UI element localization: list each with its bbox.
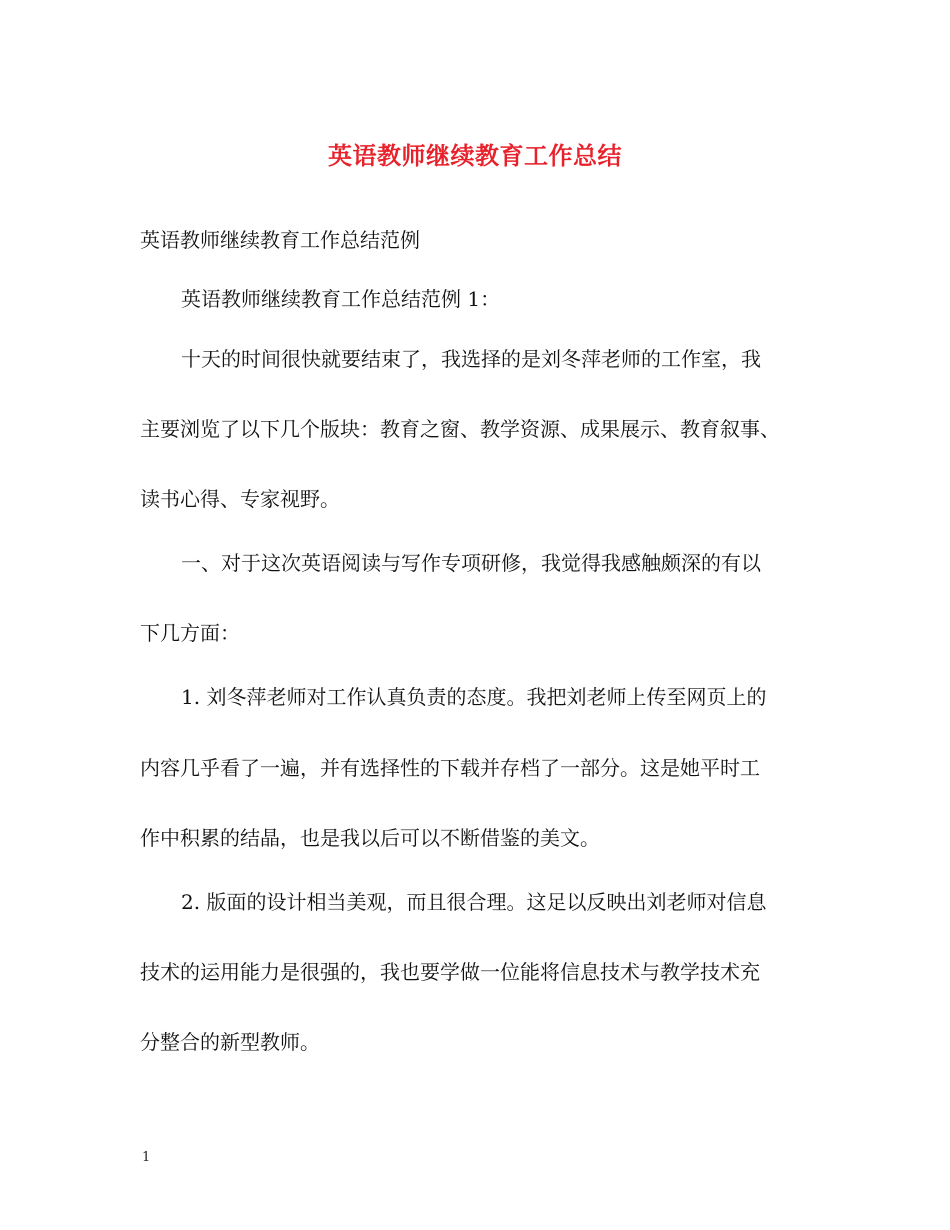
paragraph-4-line-3: 分整合的新型教师。: [140, 1030, 320, 1054]
paragraph-3-line-2: 内容几乎看了一遍，并有选择性的下载并存档了一部分。这是她平时工: [140, 756, 760, 780]
paragraph-3-line-1: 1. 刘冬萍老师对工作认真负责的态度。我把刘老师上传至网页上的: [181, 685, 767, 709]
paragraph-1-line-3: 读书心得、专家视野。: [140, 487, 340, 511]
page-number: 1: [142, 1150, 151, 1165]
paragraph-2-line-1: 一、对于这次英语阅读与写作专项研修，我觉得我感触颇深的有以: [181, 551, 761, 575]
paragraph-1-line-1: 十天的时间很快就要结束了，我选择的是刘冬萍老师的工作室，我: [181, 347, 761, 371]
paragraph-4-line-2: 技术的运用能力是很强的，我也要学做一位能将信息技术与教学技术充: [140, 960, 760, 984]
document-subtitle: 英语教师继续教育工作总结范例: [140, 228, 420, 252]
document-title: 英语教师继续教育工作总结: [328, 142, 622, 170]
paragraph-3-line-3: 作中积累的结晶，也是我以后可以不断借鉴的美文。: [140, 826, 600, 850]
paragraph-1-line-2: 主要浏览了以下几个版块：教育之窗、教学资源、成果展示、教育叙事、: [140, 417, 780, 441]
paragraph-4-line-1: 2. 版面的设计相当美观，而且很合理。这足以反映出刘老师对信息: [181, 890, 767, 914]
paragraph-2-line-2: 下几方面：: [140, 621, 240, 645]
example-heading: 英语教师继续教育工作总结范例 1：: [181, 287, 501, 311]
